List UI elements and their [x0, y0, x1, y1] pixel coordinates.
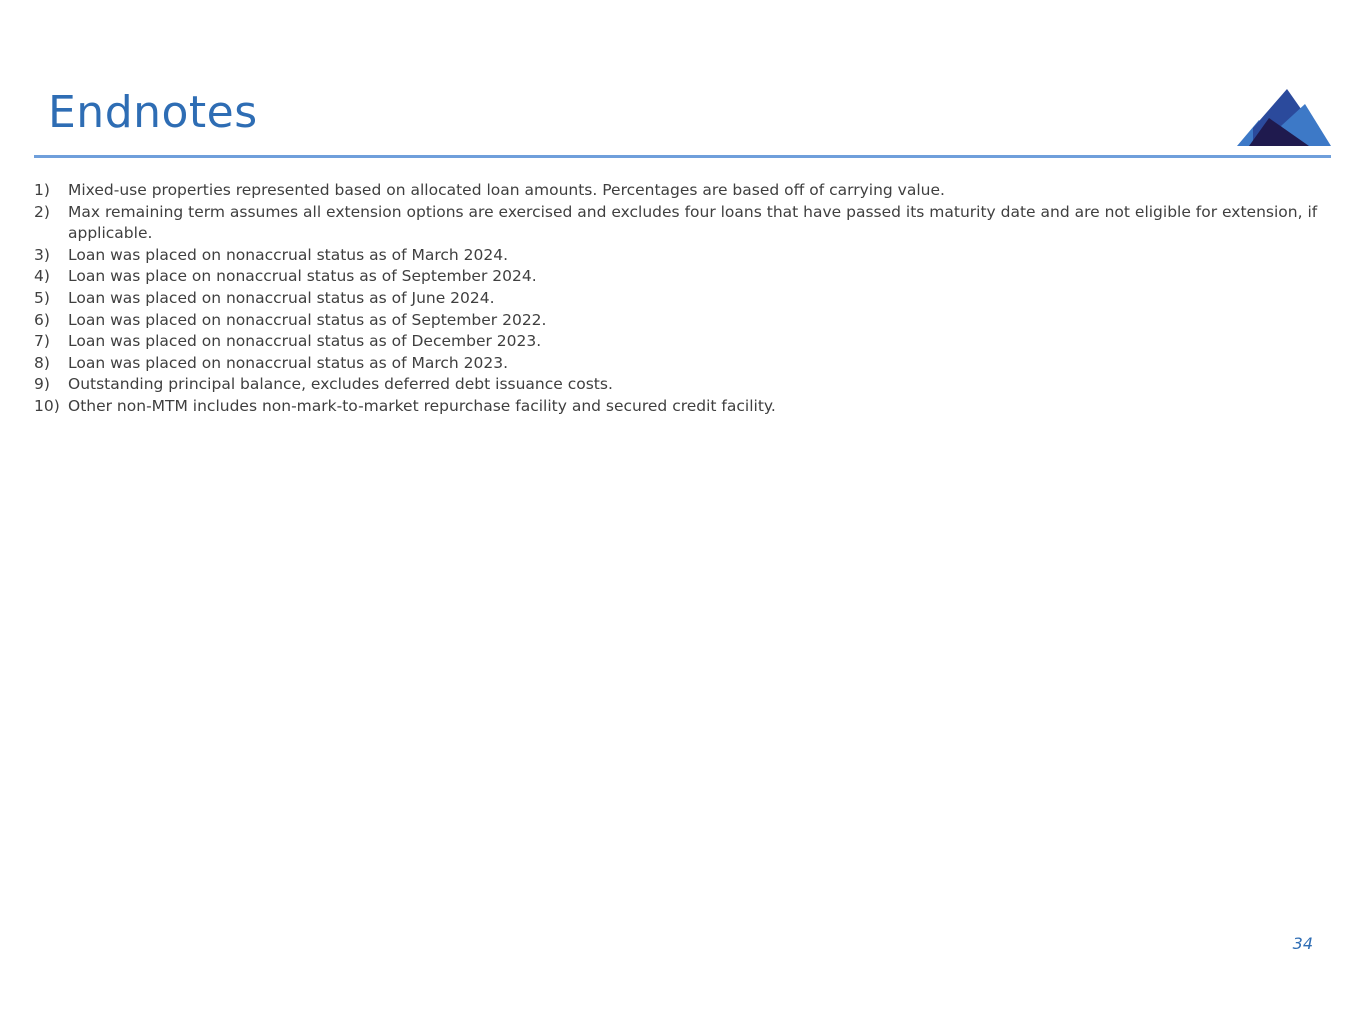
endnote-item	[34, 331, 1334, 353]
endnote-number: 9)	[34, 375, 50, 394]
endnote-text: Loan was placed on nonaccrual status as of December 2023.	[68, 332, 542, 351]
endnote-number: 4)	[34, 267, 50, 286]
endnote-text: Loan was placed on nonaccrual status as of September 2022.	[68, 310, 547, 329]
endnote-item	[34, 310, 1334, 332]
endnote-text: Outstanding principal balance, excludes deferred debt issuance costs.	[68, 375, 613, 394]
endnote-item	[34, 374, 1334, 396]
mountain-logo-icon	[1237, 88, 1331, 148]
endnotes-list	[34, 180, 1334, 418]
endnote-number: 3)	[34, 245, 50, 264]
endnote-item	[34, 353, 1334, 375]
endnote-text: Other non-MTM includes non-mark-to-market repurchase facility and secured credit facility.	[68, 396, 776, 415]
page-title: Endnotes	[48, 87, 258, 138]
endnote-item	[34, 202, 1334, 245]
endnote-item	[34, 288, 1334, 310]
endnote-text: Loan was placed on nonaccrual status as of March 2024.	[68, 245, 509, 264]
endnote-number: 5)	[34, 288, 50, 307]
endnote-item	[34, 245, 1334, 267]
endnote-text: Loan was placed on nonaccrual status as of June 2024.	[68, 288, 495, 307]
endnote-number: 1)	[34, 181, 50, 199]
page-number: 34	[1292, 934, 1313, 953]
endnote-item	[34, 396, 1334, 418]
endnote-number: 7)	[34, 332, 50, 351]
endnote-item	[34, 180, 1334, 202]
endnote-text: Mixed-use properties represented based on allocated loan amounts. Percentages are based off of carrying value.	[68, 181, 945, 199]
endnote-item	[34, 266, 1334, 288]
endnote-text: Loan was place on nonaccrual status as of September 2024.	[68, 267, 537, 286]
endnote-text: Max remaining term assumes all extension options are exercised and excludes four loans that have passed its maturity date and are not eligible for extension, if applicable.	[68, 202, 1318, 243]
title-divider	[34, 155, 1331, 158]
endnote-number: 6)	[34, 310, 50, 329]
endnote-text: Loan was placed on nonaccrual status as of March 2023.	[68, 353, 509, 372]
endnote-number: 8)	[34, 353, 50, 372]
endnote-number: 10)	[34, 396, 60, 415]
endnote-number: 2)	[34, 202, 50, 221]
